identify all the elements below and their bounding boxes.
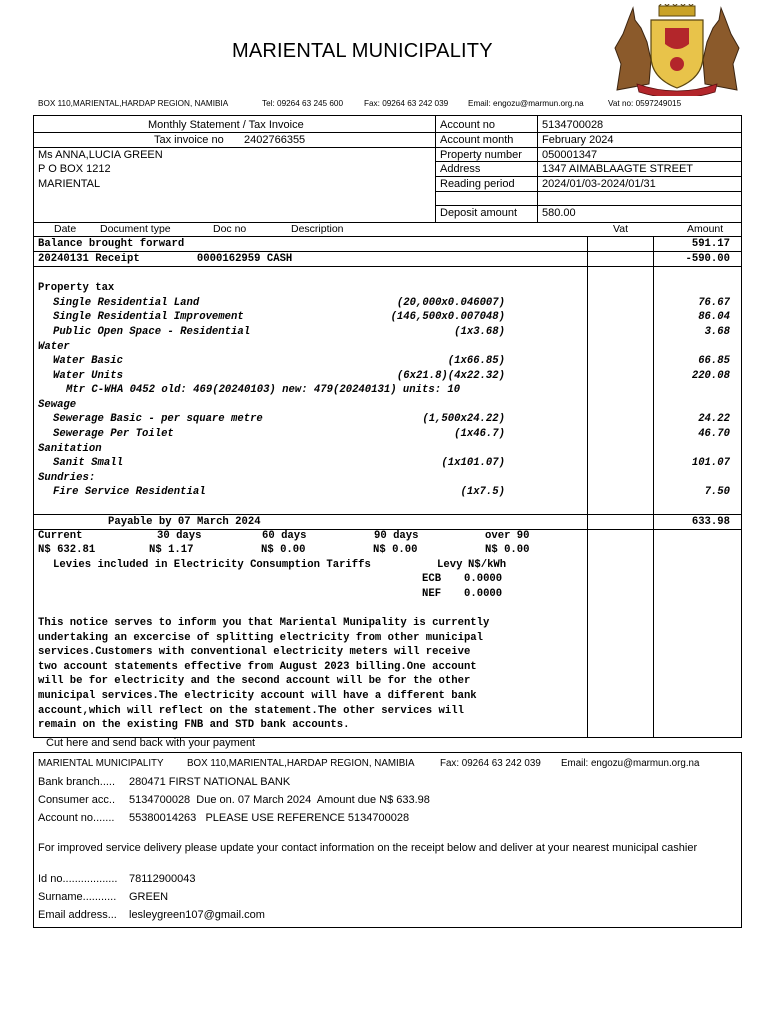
charge-group: Sundries: — [38, 472, 96, 484]
levy-head: Levy — [437, 559, 463, 571]
header-address: BOX 110,MARIENTAL,HARDAP REGION, NAMIBIA — [38, 99, 229, 108]
slip-org: MARIENTAL MUNICIPALITY — [38, 758, 164, 769]
charge-calc: (1,500x24.22) — [422, 413, 505, 425]
charge-group: Sewage — [38, 399, 77, 411]
col-doc-type: Document type — [100, 223, 171, 235]
invoice-label: Tax invoice no — [154, 134, 224, 146]
charge-calc: (1x3.68) — [454, 326, 505, 338]
charge-calc: (1x66.85) — [447, 355, 505, 367]
charge-amount: 3.68 — [704, 326, 730, 338]
consumer-acc-value: 5134700028 Due on. 07 March 2024 Amount due N$ 633.98 — [129, 794, 430, 806]
charge-amount: 220.08 — [691, 370, 730, 382]
charge-amount: 7.50 — [704, 486, 730, 498]
notice-line: account,which will reflect on the statement.The other services will — [38, 705, 464, 717]
col-doc-no: Doc no — [213, 223, 247, 235]
account-no-slip-value: 55380014263 PLEASE USE REFERENCE 5134700028 — [129, 812, 410, 824]
id-label: Id no.................. — [38, 873, 118, 885]
col-amount: Amount — [687, 223, 724, 235]
balance-amount: 591.17 — [691, 238, 730, 250]
levy-nef: NEF — [422, 588, 442, 600]
charge-group: Property tax — [38, 282, 115, 294]
charge-item: Single Residential Land — [53, 297, 200, 309]
property-number-value: 050001347 — [542, 149, 598, 161]
surname-value: GREEN — [129, 891, 169, 903]
email-address-value: lesleygreen107@gmail.com — [129, 909, 265, 921]
statement-box — [33, 115, 742, 738]
levy-rate-head: N$/kWh — [468, 559, 507, 571]
id-value: 78112900043 — [129, 873, 196, 885]
account-month-label: Account month — [440, 134, 514, 146]
charge-calc: (1x101.07) — [441, 457, 505, 469]
notice-line: municipal services.The electricity account will have a different bank — [38, 690, 477, 702]
email-address-label: Email address... — [38, 909, 117, 921]
account-no-label: Account no — [440, 119, 496, 131]
charge-amount: 101.07 — [691, 457, 730, 469]
balance-brought-forward: Balance brought forward — [38, 238, 185, 250]
payable-amount: 633.98 — [691, 516, 730, 528]
bank-branch-value: 280471 FIRST NATIONAL BANK — [129, 776, 291, 788]
account-no-value: 5134700028 — [542, 119, 604, 131]
account-no-slip-label: Account no....... — [38, 812, 115, 824]
reading-period-label: Reading period — [440, 178, 515, 190]
surname-label: Surname........... — [38, 891, 117, 903]
charge-item: Water Units — [53, 370, 123, 382]
bank-branch-label: Bank branch..... — [38, 776, 116, 788]
charge-calc: (6x21.8)(4x22.32) — [396, 370, 505, 382]
customer-box: P O BOX 1212 — [38, 163, 111, 175]
charge-amount: 24.22 — [698, 413, 730, 425]
charge-item: Single Residential Improvement — [53, 311, 244, 323]
header-email: Email: engozu@marmun.org.na — [468, 99, 584, 108]
ageing-current-value: N$ 632.81 — [38, 544, 96, 556]
address-label: Address — [440, 163, 481, 175]
notice-line: services.Customers with conventional electricity meters will receive — [38, 646, 471, 658]
ageing-30-value: N$ 1.17 — [149, 544, 194, 556]
meter-reading: Mtr C-WHA 0452 old: 469(20240103) new: 479(20240131) units: 10 — [66, 384, 461, 396]
reading-period-value: 2024/01/03-2024/01/31 — [542, 178, 656, 190]
consumer-acc-label: Consumer acc.. — [38, 794, 116, 806]
coat-of-arms-icon — [607, 4, 747, 96]
col-description: Description — [291, 223, 344, 235]
col-vat: Vat — [613, 223, 628, 235]
notice-line: This notice serves to inform you that Mariental Munipality is currently — [38, 617, 490, 629]
col-date: Date — [54, 223, 77, 235]
charge-calc: (1x46.7) — [454, 428, 505, 440]
ageing-60-header: 60 days — [262, 530, 307, 542]
charge-item: Water Basic — [53, 355, 123, 367]
header-vat: Vat no: 0597249015 — [608, 99, 682, 108]
charge-group: Water — [38, 341, 70, 353]
slip-email: Email: engozu@marmun.org.na — [561, 758, 700, 769]
header-fax: Fax: 09264 63 242 039 — [364, 99, 449, 108]
charge-calc: (146,500x0.007048) — [390, 311, 505, 323]
property-number-label: Property number — [440, 149, 522, 161]
ageing-60-value: N$ 0.00 — [261, 544, 306, 556]
slip-address: BOX 110,MARIENTAL,HARDAP REGION, NAMIBIA — [187, 758, 415, 769]
charge-amount: 76.67 — [698, 297, 730, 309]
charge-item: Sewerage Basic - per square metre — [53, 413, 263, 425]
header-tel: Tel: 09264 63 245 600 — [262, 99, 344, 108]
charge-item: Public Open Space - Residential — [53, 326, 251, 338]
customer-town: MARIENTAL — [38, 178, 101, 190]
charge-item: Sewerage Per Toilet — [53, 428, 174, 440]
notice-line: two account statements effective from August 2023 billing.One account — [38, 661, 477, 673]
address-value: 1347 AIMABLAAGTE STREET — [542, 163, 694, 175]
slip-fax: Fax: 09264 63 242 039 — [440, 758, 541, 769]
charge-calc: (20,000x0.046007) — [396, 297, 505, 309]
charge-item: Sanit Small — [53, 457, 123, 469]
levy-nef-value: 0.0000 — [464, 588, 503, 600]
ageing-current-header: Current — [38, 530, 83, 542]
charge-group: Sanitation — [38, 443, 102, 455]
levy-ecb-value: 0.0000 — [464, 573, 503, 585]
account-month-value: February 2024 — [542, 134, 614, 146]
charge-amount: 46.70 — [698, 428, 730, 440]
levies-text: Levies included in Electricity Consumption Tariffs — [53, 559, 371, 571]
notice-line: remain on the existing FNB and STD bank accounts. — [38, 719, 350, 731]
page-title: MARIENTAL MUNICIPALITY — [232, 40, 493, 62]
service-note: For improved service delivery please update your contact information on the receipt below and deliver at your nearest municipal cashier — [38, 842, 698, 854]
deposit-label: Deposit amount — [440, 207, 518, 219]
receipt-amount: -590.00 — [685, 253, 730, 265]
ageing-90-value: N$ 0.00 — [373, 544, 418, 556]
levy-ecb: ECB — [422, 573, 442, 585]
ageing-over90-header: over 90 — [485, 530, 530, 542]
receipt-line: 20240131 Receipt 0000162959 CASH — [38, 253, 293, 265]
payable-label: Payable by 07 March 2024 — [108, 516, 261, 528]
charge-item: Fire Service Residential — [53, 486, 206, 498]
deposit-value: 580.00 — [542, 207, 576, 219]
ageing-over90-value: N$ 0.00 — [485, 544, 530, 556]
charge-amount: 86.04 — [698, 311, 730, 323]
statement-heading: Monthly Statement / Tax Invoice — [148, 119, 304, 131]
cut-line-text: Cut here and send back with your payment — [46, 737, 256, 749]
customer-name: Ms ANNA,LUCIA GREEN — [38, 149, 163, 161]
notice-line: undertaking an excercise of splitting electricity from other municipal — [38, 632, 484, 644]
ageing-90-header: 90 days — [374, 530, 419, 542]
notice-line: will be for electricity and the second account will be for the other — [38, 675, 471, 687]
invoice-number: 2402766355 — [244, 134, 306, 146]
charge-calc: (1x7.5) — [460, 486, 505, 498]
charge-amount: 66.85 — [698, 355, 730, 367]
ageing-30-header: 30 days — [157, 530, 202, 542]
